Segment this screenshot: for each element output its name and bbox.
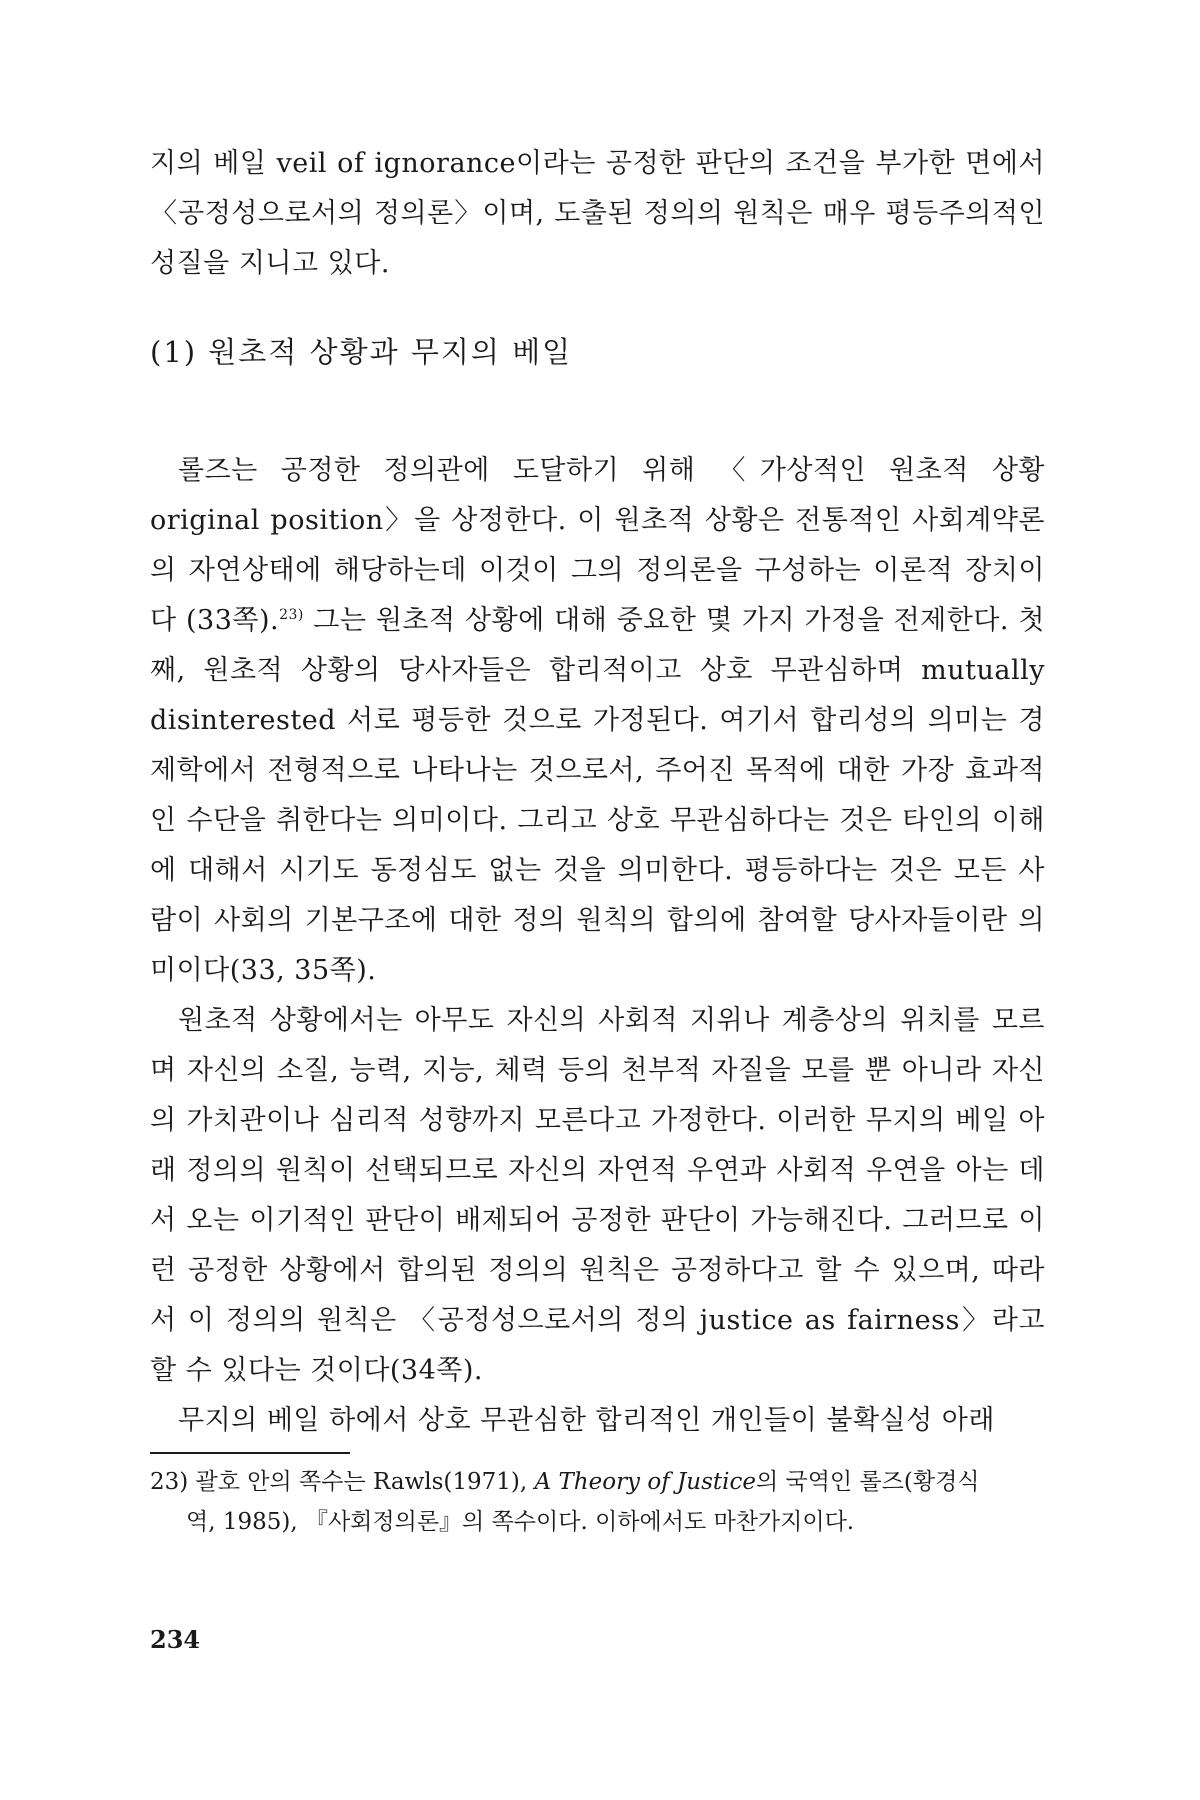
intro-text: 지의 베일 veil of ignorance이라는 공정한 판단의 조건을 부가한 면에서 〈공정성으로서의 정의론〉이며, 도출된 정의의 원칙은 매우 평등주의적인 성질을 지니고 있다. [150,148,1045,279]
footnote-line-2: 역, 1985), 『사회정의론』의 쪽수이다. 이하에서도 마찬가지이다. [186,1509,855,1535]
footnote-divider [150,1452,350,1454]
intro-paragraph [150,139,1045,289]
footnote-text-after: 의 국역인 롤즈(황경식 [755,1469,980,1495]
paragraph-3: 무지의 베일 하에서 상호 무관심한 합리적인 개인들이 불확실성 아래 [178,1405,995,1436]
footnote-text-before: 괄호 안의 쪽수는 Rawls(1971), [188,1469,535,1495]
paragraph-2: 원초적 상황에서는 아무도 자신의 사회적 지위나 계층상의 위치를 모르며 자신의 소질, 능력, 지능, 체력 등의 천부적 자질을 모를 뿐 아니라 자신의 가치관이나 심리적 성향까지 모른다고 가정한다. 이러한 무지의 베일 아래 정의의 원칙이 선택되므로 자신의 자연적 우연과 사회적 우연을 아는 데서 오는 이기적인 판단이 배제되어 공정한 판단이 가능해진다. 그러므로 이런 공정한 상황에서 합의된 정의의 원칙은 공정하다고 할 수 있으며, 따라서 이 정의의 원칙은 〈공정성으로서의 정의 justice as fairness〉라고 할 수 있다는 것이다(34쪽). [150,1005,1045,1386]
paragraph-1-part-b: 그는 원초적 상황에 대해 중요한 몇 가지 가정을 전제한다. 첫째, 원초적 상황의 당사자들은 합리적이고 상호 무관심하며 mutually disinterested 서로 평등한 것으로 가정된다. 여기서 합리성의 의미는 경제학에서 전형적으로 나타나는 것으로서, 주어진 목적에 대한 가장 효과적인 수단을 취한다는 의미이다. 그리고 상호 무관심하다는 것은 타인의 이해에 대해서 시기도 동정심도 없는 것을 의미한다. 평등하다는 것은 모든 사람이 사회의 기본구조에 대한 정의 원칙의 합의에 참여할 당사자들이란 의미이다(33, 35쪽). [150,605,1045,986]
body-text [150,446,1045,1446]
page-number: 234 [150,1625,201,1654]
paragraph-1 [150,446,1045,996]
footnote-line-1 [150,1462,1045,1502]
footnote-number: 23) [150,1469,189,1495]
footnote [150,1462,1045,1542]
footnote-reference[interactable]: 23) [279,607,304,623]
section-heading: (1) 원초적 상황과 무지의 베일 [150,335,573,369]
footnote-book-title: A Theory of Justice [534,1469,756,1495]
paragraph-1-part-a: 롤즈는 공정한 정의관에 도달하기 위해 〈가상적인 원초적 상황 original position〉을 상정한다. 이 원초적 상황은 전통적인 사회계약론의 자연상태에 해당하는데 이것이 그의 정의론을 구성하는 이론적 장치이다 (33쪽). [150,455,1045,636]
